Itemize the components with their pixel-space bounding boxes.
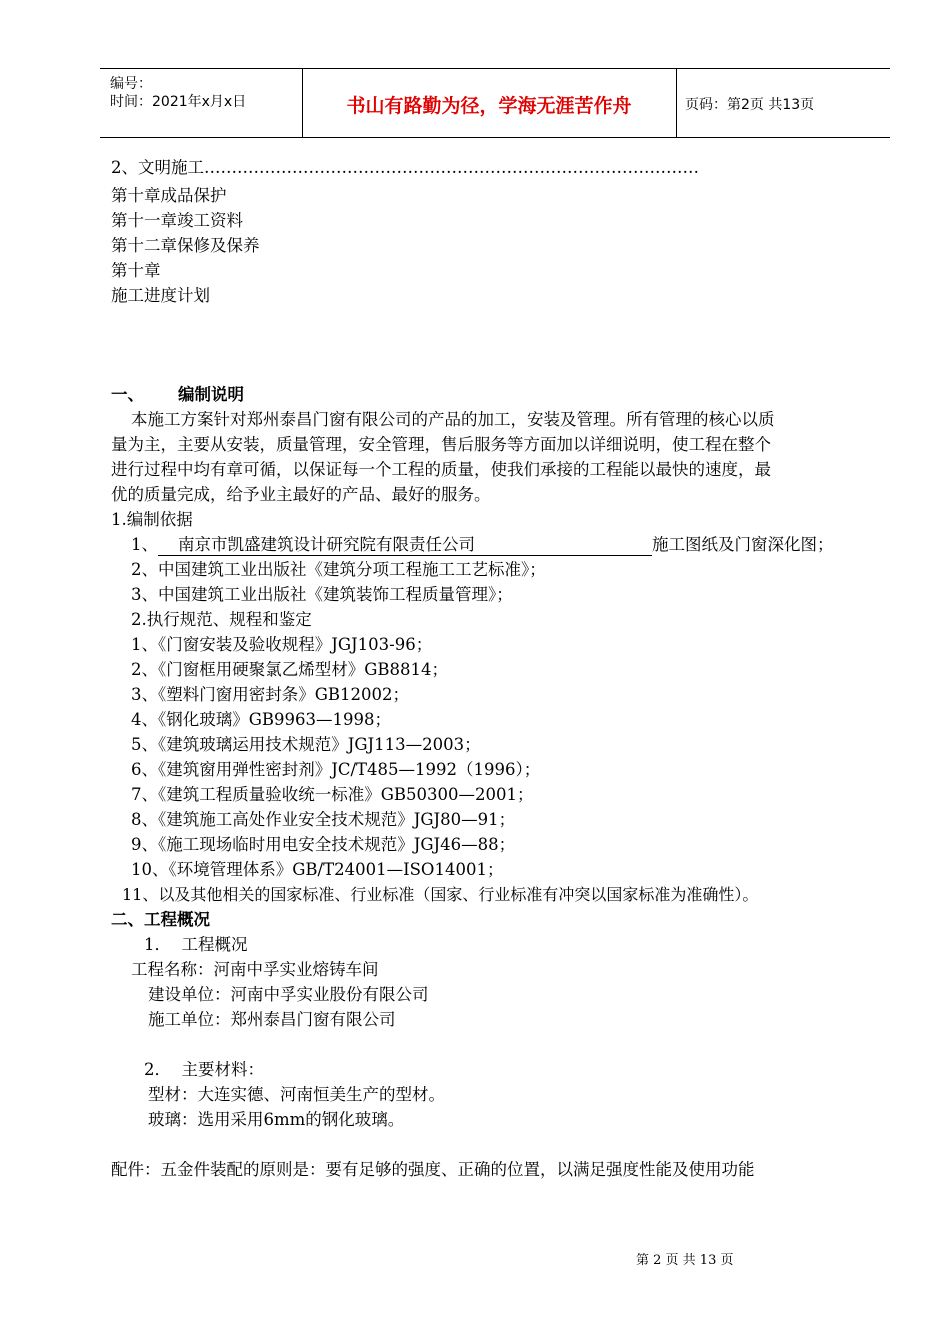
paragraph-line: 量为主，主要从安装，质量管理，安全管理，售后服务等方面加以详细说明，使工程在整个 xyxy=(111,435,771,454)
norm-item: 9、《施工现场临时用电安全技术规范》JGJ46—88； xyxy=(131,835,516,854)
header-left-cell xyxy=(100,69,303,137)
norm-item: 11、以及其他相关的国家标准、行业标准（国家、行业标准有冲突以国家标准为准确性）。 xyxy=(122,885,759,904)
norm-item: 4、《钢化玻璃》GB9963—1998； xyxy=(131,710,392,729)
toc-line: 第十二章保修及保养 xyxy=(111,236,260,255)
subheading: 2． 主要材料： xyxy=(144,1060,264,1079)
toc-line: 施工进度计划 xyxy=(111,286,210,305)
header-right-cell xyxy=(677,69,890,137)
material-profile: 型材：大连实德、河南恒美生产的型材。 xyxy=(148,1085,445,1104)
norm-item: 5、《建筑玻璃运用技术规范》JGJ113—2003； xyxy=(131,735,481,754)
header-middle-cell xyxy=(302,69,677,137)
page-header xyxy=(100,68,890,138)
norm-item: 2、《门窗框用硬聚氯乙烯型材》GB8814； xyxy=(131,660,449,679)
basis-item: 2、中国建筑工业出版社《建筑分项工程施工工艺标准》； xyxy=(131,560,546,579)
material-hardware: 配件：五金件装配的原则是：要有足够的强度、正确的位置，以满足强度性能及使用功能 xyxy=(111,1160,755,1179)
project-name: 工程名称：河南中孚实业熔铸车间 xyxy=(131,960,379,979)
section-heading: 二、工程概况 xyxy=(111,910,210,929)
page-footer: 第 2 页 共 13 页 xyxy=(636,1253,734,1268)
section-heading: 编制说明 xyxy=(178,385,244,404)
subheading: 2.执行规范、规程和鉴定 xyxy=(131,610,312,629)
paragraph-line: 本施工方案针对郑州泰昌门窗有限公司的产品的加工，安装及管理。所有管理的核心以质 xyxy=(131,410,775,429)
basis-item-suffix: 施工图纸及门窗深化图； xyxy=(652,535,834,554)
document-number-label: 编号： xyxy=(110,76,152,92)
norm-item: 8、《建筑施工高处作业安全技术规范》JGJ80—91； xyxy=(131,810,516,829)
company-name: 南京市凯盛建筑设计研究院有限责任公司 xyxy=(178,535,475,554)
underlined-company-name xyxy=(158,535,652,556)
toc-line: 第十一章竣工资料 xyxy=(111,211,243,230)
paragraph-line: 进行过程中均有章可循，以保证每一个工程的质量，使我们承接的工程能以最快的速度，最 xyxy=(111,460,771,479)
basis-item: 3、中国建筑工业出版社《建筑装饰工程质量管理》； xyxy=(131,585,513,604)
header-motto: 书山有路勤为径，学海无涯苦作舟 xyxy=(346,95,632,117)
paragraph-line: 优的质量完成，给予业主最好的产品、最好的服务。 xyxy=(111,485,491,504)
norm-item: 1、《门窗安装及验收规程》JGJ103-96； xyxy=(131,635,433,654)
section-heading-number: 一、 xyxy=(111,385,144,404)
toc-line: 第十章成品保护 xyxy=(111,186,227,205)
contractor-unit: 施工单位：郑州泰昌门窗有限公司 xyxy=(148,1010,396,1029)
material-glass: 玻璃：选用采用6mm的钢化玻璃。 xyxy=(148,1110,405,1129)
builder-unit: 建设单位：河南中孚实业股份有限公司 xyxy=(148,985,429,1004)
norm-item: 6、《建筑窗用弹性密封剂》JC/T485—1992（1996）； xyxy=(131,760,541,779)
basis-item-number: 1、 xyxy=(131,535,158,554)
norm-item: 10、《环境管理体系》GB/T24001—ISO14001； xyxy=(131,860,504,879)
norm-item: 7、《建筑工程质量验收统一标准》GB50300—2001； xyxy=(131,785,534,804)
subheading: 1． 工程概况 xyxy=(144,935,248,954)
subheading: 1.编制依据 xyxy=(111,510,193,529)
norm-item: 3、《塑料门窗用密封条》GB12002； xyxy=(131,685,410,704)
document-date-label: 时间：2021年x月x日 xyxy=(110,94,247,110)
toc-line: 2、文明施工……………………………………………………………………………… xyxy=(111,158,699,177)
basis-item xyxy=(131,535,834,556)
header-page-label: 页码：第2页 共13页 xyxy=(685,97,815,113)
toc-line: 第十章 xyxy=(111,261,161,280)
